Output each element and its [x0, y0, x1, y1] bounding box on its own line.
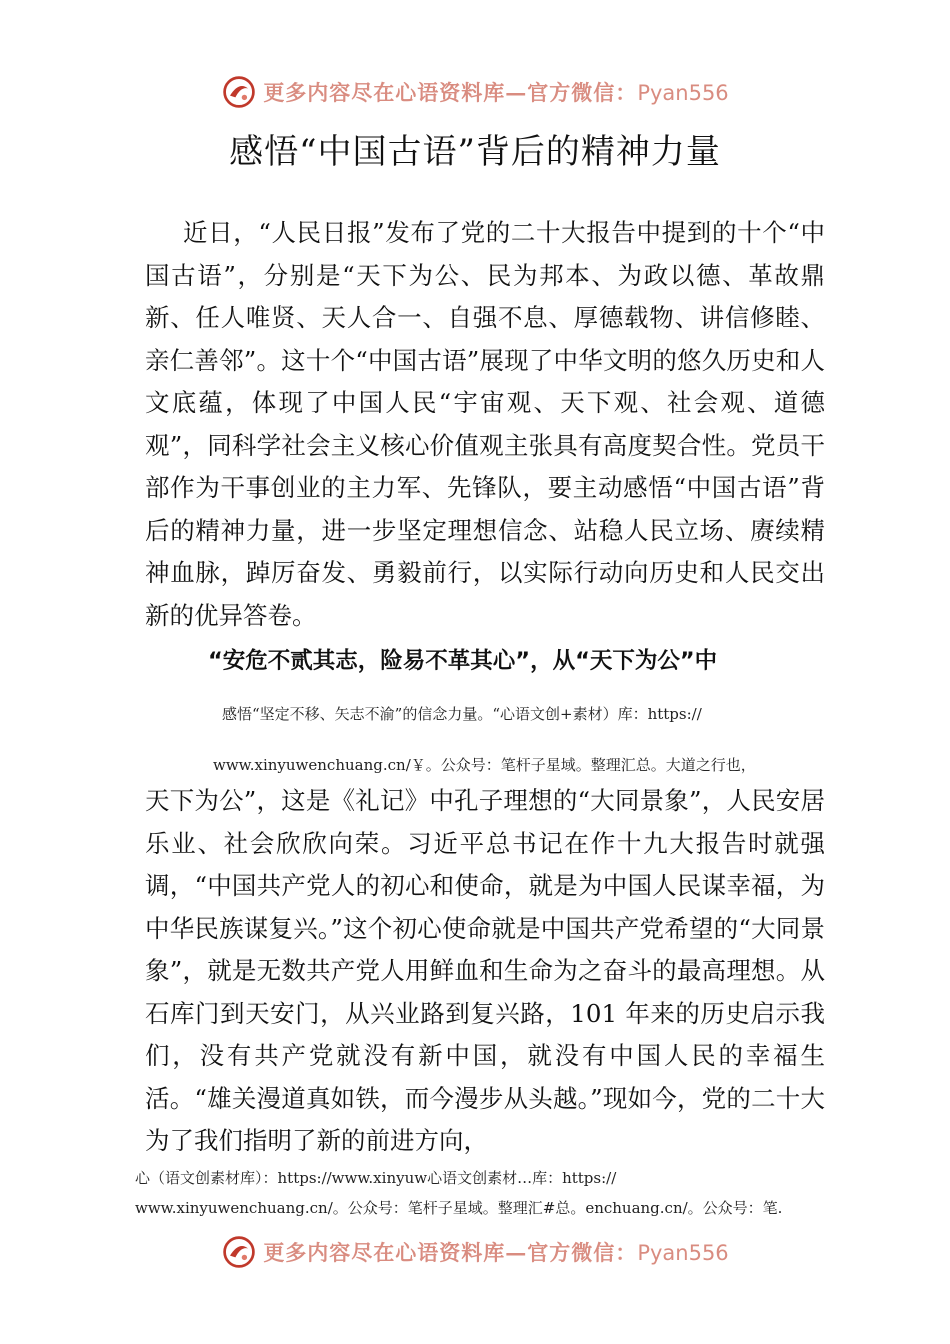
watermark-note-4: www.xinyuwenchuang.cn/。公众号：笔杆子星域。整理汇#总。enchuang.cn/。公众号：笔.: [135, 1199, 783, 1217]
xinyu-logo-icon: [221, 1234, 257, 1270]
footer-wechat-id: Pyan556: [637, 1241, 729, 1265]
page-title: 感悟“中国古语”背后的精神力量: [229, 132, 721, 172]
xinyu-logo-icon: [221, 74, 257, 110]
footer-banner-text: 更多内容尽在心语资料库—官方微信：Pyan556: [263, 1240, 729, 1265]
watermark-note-3: 心（语文创素材库）：https://www.xinyuw心语文创素材…库：https://: [135, 1169, 617, 1187]
section-heading: “安危不贰其志，险易不革其心”，从“天下为公”中: [208, 648, 718, 674]
paragraph-intro: 近日，“人民日报”发布了党的二十大报告中提到的十个“中国古语”，分别是“天下为公、民为邦本、为政以德、革故鼎新、任人唯贤、天人合一、自强不息、厚德载物、讲信修睦、亲仁善邻”。这十个“中国古语”展现了中华文明的悠久历史和人文底蕴，体现了中国人民“宇宙观、天下观、社会观、道德观”，同科学社会主义核心价值观主张具有高度契合性。党员干部作为干事创业的主力军、先锋队，要主动感悟“中国古语”背后的精神力量，进一步坚定理想信念、站稳人民立场、赓续精神血脉，踔厉奋发、勇毅前行，以实际行动向历史和人民交出新的优异答卷。: [145, 218, 825, 630]
paragraph-body: 天下为公”，这是《礼记》中孔子理想的“大同景象”，人民安居乐业、社会欣欣向荣。习近平总书记在作十九大报告时就强调，“中国共产党人的初心和使命，就是为中国人民谋幸福，为中华民族谋复兴。”这个初心使命就是中国共产党希望的“大同景象”，就是无数共产党人用鲜血和生命为之奋斗的最高理想。从石库门到天安门，从兴业路到复兴路，101 年来的历史启示我们，没有共产党就没有新中国，就没有中国人民的幸福生活。“雄关漫道真如铁，而今漫步从头越。”现如今，党的二十大为了我们指明了新的前进方向，: [145, 786, 825, 1155]
header-banner-text: 更多内容尽在心语资料库—官方微信：Pyan556: [263, 80, 729, 105]
watermark-note-2: www.xinyuwenchuang.cn/￥。公众号：笔杆子星域。整理汇总。大道之行也，: [213, 756, 756, 774]
header-banner: [0, 72, 950, 112]
footer-banner: [0, 1232, 950, 1272]
watermark-note-1: 感悟“坚定不移、矢志不渝”的信念力量。“心语文创+素材）库：https://: [222, 705, 702, 723]
header-wechat-id: Pyan556: [637, 81, 729, 105]
